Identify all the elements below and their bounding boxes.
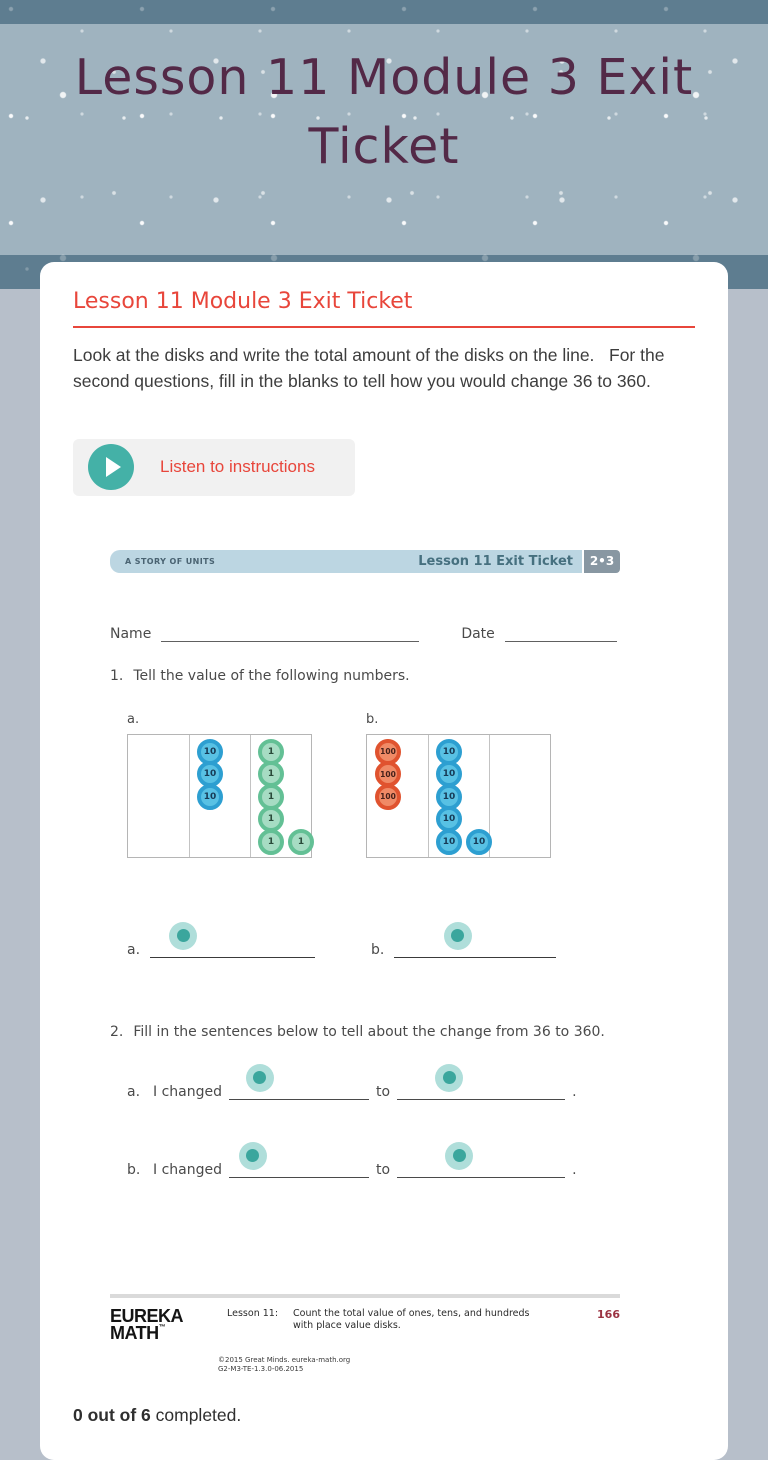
eureka-math-logo	[110, 1305, 184, 1343]
instructions-text: Look at the disks and write the total amount of the disks on the line. For the second questions, fill in the blanks to tell how you would change 36 to 360.	[73, 345, 665, 392]
date-blank-line	[505, 627, 617, 642]
place-value-disk-10: 10	[436, 739, 462, 765]
embedded-worksheet	[110, 550, 620, 1376]
place-value-disk-1: 1	[288, 829, 314, 855]
question-1	[110, 668, 620, 684]
question-2	[110, 1024, 620, 1040]
answer-b-label: b.	[371, 941, 385, 958]
snow-header	[0, 0, 768, 289]
answer-marker-dot-inner	[177, 929, 190, 942]
place-value-disk-1: 1	[258, 829, 284, 855]
sentence-b-period: .	[572, 1161, 577, 1178]
card-heading: Lesson 11 Module 3 Exit Ticket	[73, 289, 413, 314]
place-value-disk-100: 100	[375, 784, 401, 810]
copyright-code: G2-M3-TE-1.3.0-06.2015	[218, 1365, 304, 1374]
answer-a-label: a.	[127, 941, 141, 958]
module-badge: 2•3	[584, 550, 620, 573]
answer-b	[371, 942, 556, 958]
answer-row	[110, 942, 620, 958]
chart-a-label: a.	[127, 711, 140, 727]
footer-copyright	[218, 1356, 620, 1376]
sentence-b-prefix: I changed	[153, 1161, 222, 1178]
sentence-b-blank-2[interactable]	[397, 1163, 565, 1178]
answer-marker-dot-inner	[443, 1071, 456, 1084]
listen-button-label: Listen to instructions	[160, 457, 315, 476]
question-1-number: 1.	[110, 667, 124, 684]
completion-text: completed.	[150, 1405, 242, 1426]
answer-marker-dot-inner	[451, 929, 464, 942]
footer-lesson-label: Lesson 11:	[227, 1307, 279, 1319]
sentence-a-mid: to	[376, 1083, 391, 1100]
worksheet-banner	[110, 550, 620, 573]
name-label: Name	[110, 625, 152, 642]
trademark-symbol: ™	[158, 1323, 166, 1331]
logo-line-1: EUREKA	[110, 1305, 184, 1326]
footer-row	[110, 1305, 620, 1343]
answer-marker-dot[interactable]	[239, 1142, 267, 1170]
worksheet-footer	[110, 1294, 620, 1376]
completion-status	[73, 1405, 695, 1426]
place-value-disk-10: 10	[436, 784, 462, 810]
answer-marker-dot[interactable]	[169, 922, 197, 950]
banner-lesson-title: Lesson 11 Exit Ticket	[418, 553, 573, 569]
sentence-a	[127, 1084, 620, 1100]
chart-block-b	[366, 712, 551, 858]
place-value-disk-10: 10	[466, 829, 492, 855]
question-2-text: Fill in the sentences below to tell about the change from 36 to 360.	[133, 1023, 605, 1040]
place-value-chart-b	[366, 734, 551, 858]
sentence-b-blank-1[interactable]	[229, 1163, 369, 1178]
place-value-disk-10: 10	[197, 761, 223, 787]
answer-a	[127, 942, 315, 958]
place-value-disk-1: 1	[258, 806, 284, 832]
answer-a-blank[interactable]	[150, 943, 315, 958]
listen-to-instructions-button[interactable]	[73, 439, 355, 496]
place-value-disk-1: 1	[258, 784, 284, 810]
footer-divider	[110, 1294, 620, 1298]
red-divider	[73, 326, 695, 328]
worksheet-banner-blue	[110, 550, 582, 573]
place-value-chart-a	[127, 734, 312, 858]
sentence-b-label: b.	[127, 1161, 141, 1178]
sentence-a-prefix: I changed	[153, 1083, 222, 1100]
date-label: Date	[461, 625, 495, 642]
page-title: Lesson 11 Module 3 Exit Ticket	[74, 49, 694, 175]
answer-marker-dot-inner	[453, 1149, 466, 1162]
footer-lesson-text: Count the total value of ones, tens, and hundreds with place value disks.	[293, 1307, 530, 1332]
place-value-disk-10: 10	[436, 761, 462, 787]
question-2-number: 2.	[110, 1023, 124, 1040]
sentence-b-mid: to	[376, 1161, 391, 1178]
play-triangle-icon	[106, 457, 121, 477]
chart-block-a	[127, 712, 312, 858]
answer-marker-dot[interactable]	[445, 1142, 473, 1170]
column-divider	[189, 735, 190, 857]
logo-line-2: MATH™	[110, 1322, 166, 1343]
answer-marker-dot[interactable]	[246, 1064, 274, 1092]
place-value-charts	[110, 712, 620, 858]
worksheet-card	[40, 262, 728, 1460]
place-value-disk-100: 100	[375, 739, 401, 765]
answer-marker-dot[interactable]	[444, 922, 472, 950]
place-value-disk-10: 10	[436, 829, 462, 855]
sentence-b	[127, 1162, 620, 1178]
completion-count: 0 out of 6	[73, 1405, 151, 1426]
column-divider	[250, 735, 251, 857]
place-value-disk-1: 1	[258, 739, 284, 765]
sentence-a-period: .	[572, 1083, 577, 1100]
sentence-a-blank-2[interactable]	[397, 1085, 565, 1100]
answer-marker-dot-inner	[253, 1071, 266, 1084]
chart-b-label: b.	[366, 711, 379, 727]
place-value-disk-1: 1	[258, 761, 284, 787]
name-blank-line	[161, 627, 419, 642]
banner-series-label: A STORY OF UNITS	[125, 556, 216, 566]
sentence-a-blank-1[interactable]	[229, 1085, 369, 1100]
name-date-row	[110, 626, 620, 642]
sentence-a-label: a.	[127, 1083, 141, 1100]
column-divider	[428, 735, 429, 857]
footer-page-number: 166	[597, 1307, 620, 1321]
copyright-line: ©2015 Great Minds. eureka-math.org	[218, 1355, 351, 1364]
answer-marker-dot[interactable]	[435, 1064, 463, 1092]
answer-b-blank[interactable]	[394, 943, 556, 958]
question-1-text: Tell the value of the following numbers.	[133, 667, 410, 684]
place-value-disk-100: 100	[375, 761, 401, 787]
answer-marker-dot-inner	[246, 1149, 259, 1162]
place-value-disk-10: 10	[436, 806, 462, 832]
place-value-disk-10: 10	[197, 739, 223, 765]
place-value-disk-10: 10	[197, 784, 223, 810]
play-icon[interactable]	[88, 444, 134, 490]
